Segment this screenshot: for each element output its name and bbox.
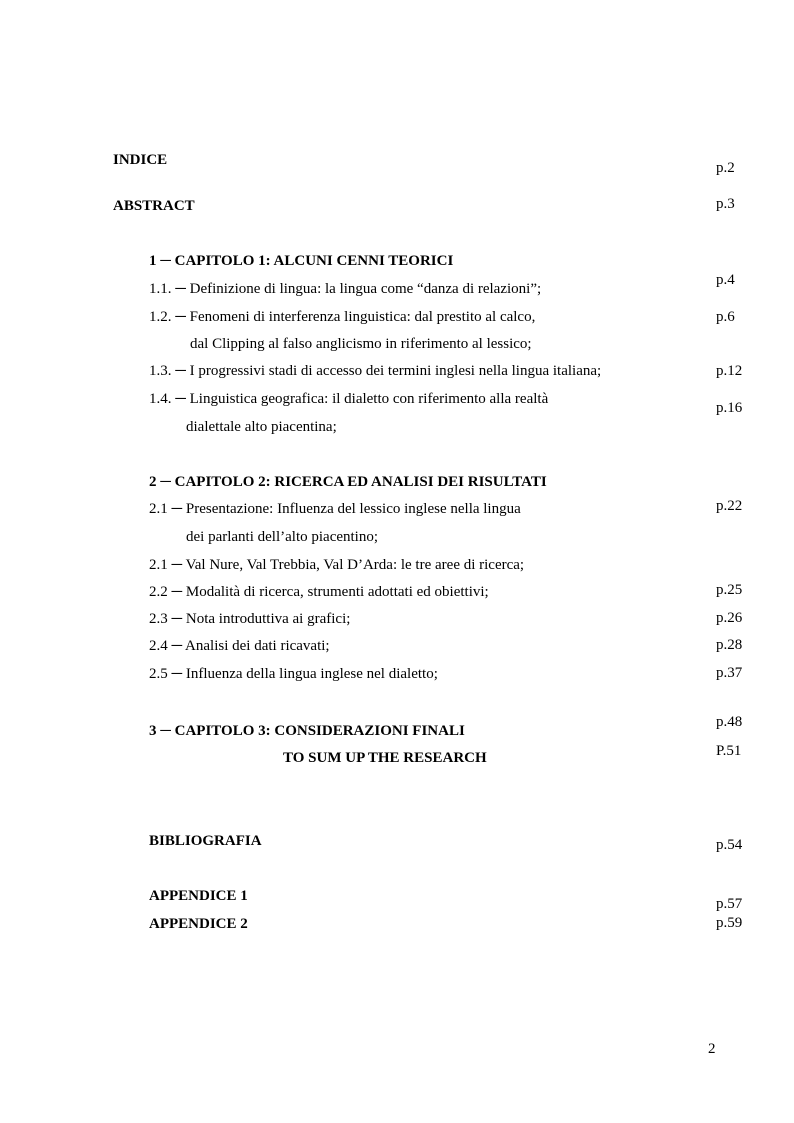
appendix2-page: p.59 (716, 915, 743, 931)
toc-entry-2-1: 2.1 ─ Presentazione: Influenza del lessico inglese nella lingua (149, 501, 521, 517)
index-title: INDICE (113, 152, 168, 168)
toc-entry-2-2: 2.2 ─ Modalità di ricerca, strumenti adottati ed obiettivi; (149, 584, 489, 600)
abstract-heading: ABSTRACT (113, 198, 195, 214)
toc-entry-1-3-page: p.12 (716, 363, 743, 379)
toc-entry-2-3-page: p.26 (716, 610, 743, 626)
toc-entry-2-4-page: p.28 (716, 637, 743, 653)
toc-entry-2-1-page: p.22 (716, 498, 743, 514)
toc-entry-1-2-cont: dal Clipping al falso anglicismo in riferimento al lessico; (190, 336, 532, 352)
bibliography-page: p.54 (716, 837, 743, 853)
toc-entry-2-4: 2.4 ─ Analisi dei dati ricavati; (149, 638, 330, 654)
toc-entry-2-3: 2.3 ─ Nota introduttiva ai grafici; (149, 611, 351, 627)
toc-entry-1-2-page: p.6 (716, 309, 735, 325)
toc-entry-1-3: 1.3. ─ I progressivi stadi di accesso dei termini inglesi nella lingua italiana; (149, 363, 602, 379)
toc-entry-1-1-page: p.4 (716, 272, 735, 288)
page-number: 2 (708, 1041, 716, 1057)
toc-entry-1-2: 1.2. ─ Fenomeni di interferenza linguistica: dal prestito al calco, (149, 309, 536, 325)
toc-entry-1-1: 1.1. ─ Definizione di lingua: la lingua come “danza di relazioni”; (149, 281, 542, 297)
chapter3-subheading: TO SUM UP THE RESEARCH (283, 750, 487, 766)
toc-entry-2-1b: 2.1 ─ Val Nure, Val Trebbia, Val D’Arda: le tre aree di ricerca; (149, 557, 525, 573)
toc-entry-1-4-cont: dialettale alto piacentina; (186, 419, 337, 435)
toc-entry-2-5-page: p.37 (716, 665, 743, 681)
appendix2-heading: APPENDICE 2 (149, 916, 248, 932)
appendix1-page: p.57 (716, 896, 743, 912)
toc-entry-2-2-page: p.25 (716, 582, 743, 598)
appendix1-heading: APPENDICE 1 (149, 888, 248, 904)
chapter2-heading: 2 ─ CAPITOLO 2: RICERCA ED ANALISI DEI RISULTATI (149, 474, 547, 490)
abstract-page-number: p.3 (716, 196, 735, 212)
chapter3-heading: 3 ─ CAPITOLO 3: CONSIDERAZIONI FINALI (149, 723, 465, 739)
toc-entry-1-4: 1.4. ─ Linguistica geografica: il dialetto con riferimento alla realtà (149, 391, 549, 407)
index-page-number: p.2 (716, 160, 735, 176)
chapter1-heading: 1 ─ CAPITOLO 1: ALCUNI CENNI TEORICI (149, 253, 454, 269)
bibliography-heading: BIBLIOGRAFIA (149, 833, 262, 849)
toc-entry-2-1-cont: dei parlanti dell’alto piacentino; (186, 529, 379, 545)
toc-entry-2-5: 2.5 ─ Influenza della lingua inglese nel dialetto; (149, 666, 438, 682)
chapter3-page: p.48 (716, 714, 743, 730)
toc-entry-1-4-page: p.16 (716, 400, 743, 416)
chapter3-subheading-page: P.51 (716, 743, 742, 759)
